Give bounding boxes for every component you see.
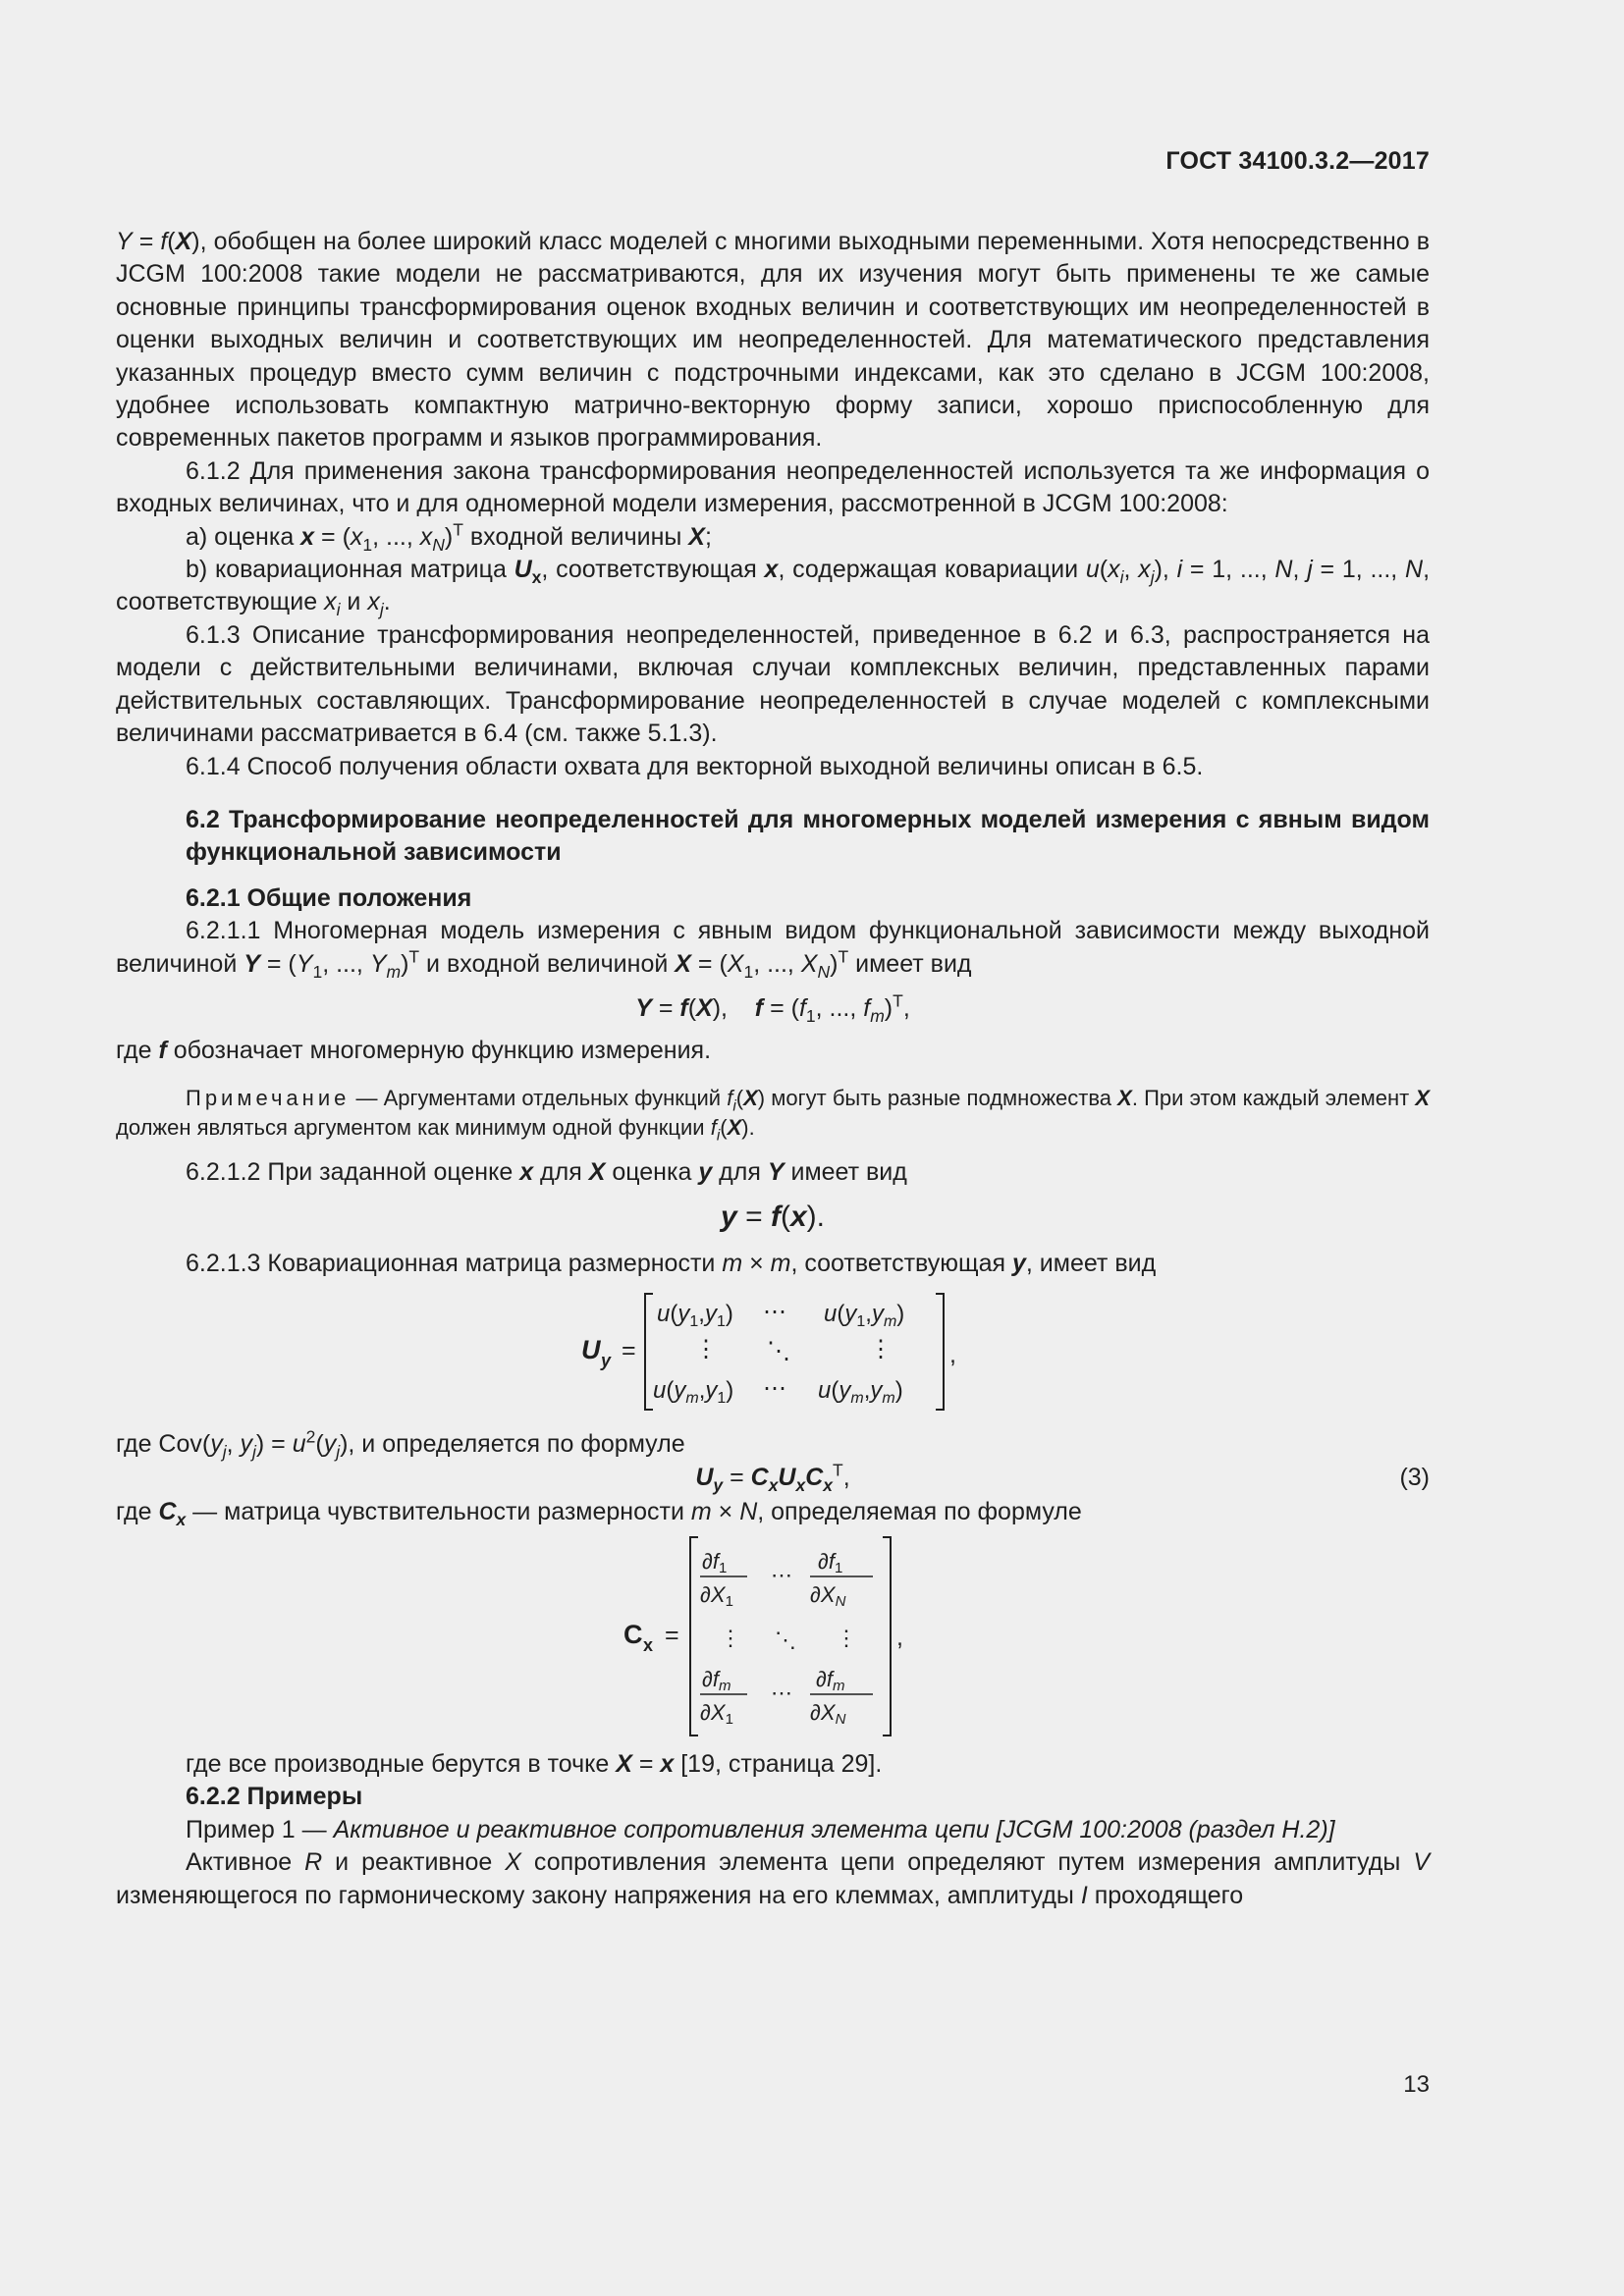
formula-model: Y = f(X), $f = (f_1$, ..., $f_m)^T$, <box>635 990 910 1026</box>
matrix-cx-block <box>116 1533 1430 1748</box>
matrix-cx-vdots-2: ⋮ <box>836 1625 857 1650</box>
formula-estimate: y = f(x). <box>721 1201 825 1234</box>
paragraph-6-1-2: 6.1.2 Для применения закона трансформирования неопределенностей используется та же информация о входных величинах, что и для одномерной модели измерения, рассмотренной в JCGM 100:2008: <box>116 456 1430 518</box>
matrix-cx-equals: = <box>665 1621 679 1649</box>
matrix-cx-dm1-den: ∂X1 <box>700 1699 733 1728</box>
paragraph-6-2-1-3: 6.2.1.3 Ковариационная матрица размерности m × m, соответствующая y, имеет вид <box>186 1249 1157 1277</box>
matrix-cx-d1n-den: ∂XN <box>810 1581 846 1610</box>
matrix-uy-vdots-2: ⋮ <box>869 1335 893 1362</box>
paragraph-covariance: где $Cov(y_j$, $y_j) = u^2(y_j)$, и определяется по формуле <box>116 1427 685 1463</box>
matrix-cx-trail: , <box>896 1623 903 1651</box>
matrix-uy-lhs-sub: y <box>601 1350 612 1370</box>
matrix-uy-block <box>116 1288 1430 1424</box>
paragraph-where-cx: где $C_x$ — матрица чувствительности размерности m × N, определяемая по формуле <box>116 1498 1082 1530</box>
matrix-uy-vdots-1: ⋮ <box>694 1335 718 1362</box>
sensitivity-matrix-cx <box>616 1533 930 1739</box>
document-header: ГОСТ 34100.3.2—2017 <box>1165 147 1430 175</box>
matrix-cx-ddots: ⋱ <box>775 1627 796 1652</box>
matrix-uy-cell-m-m: $u(y_m,y_m)$ <box>818 1376 903 1407</box>
matrix-cx-dm1-num: ∂fm <box>702 1666 731 1694</box>
matrix-uy-cell-1-1: $u(y_1,y_1)$ <box>657 1300 733 1330</box>
section-heading-6-2: 6.2 Трансформирование неопределенностей для многомерных моделей измерения с явным видом функциональной зависимости <box>186 805 1430 867</box>
matrix-uy-equals: = <box>622 1336 636 1364</box>
matrix-cx-d11-num: ∂f1 <box>702 1548 728 1576</box>
paragraph-where-f: где f обозначает многомерную функцию измерения. <box>116 1037 712 1065</box>
list-item-a: a) оценка $x = (x_1$, ..., $x_N)^T$ входной величины X; <box>186 519 712 555</box>
matrix-uy-right-bracket <box>936 1294 944 1410</box>
paragraph-6-1-3: 6.1.3 Описание трансформирования неопределенностей, приведенное в 6.2 и 6.3, распространяется на модели с действительными величинами, включая случаи комплексных величин, представленных парами действительных составляющих. Трансформирование неопределенностей в случае моделей с комплексными величинами рассматривается в 6.4 (см. также 5.1.3). <box>116 620 1430 748</box>
page-number: 13 <box>1403 2071 1430 2098</box>
list-item-b: b) ковариационная матрица $U_x$, соответствующая x, содержащая ковариации $u(x_i$, $x_j$), i = 1, ..., N, j = 1, ..., N, соответствующие $x_i$ и $x_j$. <box>116 556 1431 620</box>
paragraph-6-2-1-2: 6.2.1.2 При заданной оценке x для X оценка y для Y имеет вид <box>186 1157 907 1186</box>
paragraph-continuation: Y = f(X), обобщен на более широкий класс моделей с многими выходными переменными. Хотя непосредственно в JCGM 100:2008 такие модели не рассматриваются, для их изучения могут быть применены те же самые основные принципы трансформирования оценок входных величин и соответствующих им неопределенностей в оценки выходных величин и соответствующих им неопределенностей. Для математического представления указанных процедур вместо сумм величин с подстрочными индексами, как это сделано в JCGM 100:2008, удобнее использовать компактную матрично-векторную форму записи, хорошо приспособленную для современных пакетов программ и языков программирования. <box>116 228 1430 453</box>
matrix-cx-dmn-den: ∂XN <box>810 1699 846 1728</box>
matrix-cx-right-bracket <box>883 1537 891 1735</box>
matrix-uy-left-bracket <box>645 1294 653 1410</box>
matrix-cx-dmn-num: ∂fm <box>816 1666 845 1694</box>
matrix-uy-trail: , <box>949 1340 956 1368</box>
paragraph-6-2-1-1: 6.2.1.1 Многомерная модель измерения с явным видом функциональной зависимости между выходной величиной $Y = (Y_1$, ..., $Y_m)^T$ и входной величиной $X = (X_1$, ..., $X_N)^T$ имеет вид <box>116 917 1430 982</box>
equation-number: (3) <box>1399 1463 1430 1491</box>
paragraph-derivatives: где все производные берутся в точке X = x [19, страница 29]. <box>186 1750 883 1778</box>
covariance-matrix-uy <box>547 1288 999 1415</box>
paragraph-6-1-4: 6.1.4 Способ получения области охвата для векторной выходной величины описан в 6.5. <box>186 752 1204 780</box>
page-content <box>116 226 1430 1912</box>
formula-3 <box>116 1462 1430 1494</box>
matrix-cx-d1n-num: ∂f1 <box>818 1548 843 1576</box>
matrix-cx-d11-den: ∂X1 <box>700 1581 733 1610</box>
matrix-uy-cell-1-m: $u(y_1,y_m)$ <box>824 1300 905 1330</box>
matrix-cx-lhs-sub: x <box>643 1634 654 1655</box>
matrix-cx-hdots-1: ⋯ <box>771 1562 792 1587</box>
matrix-uy-cell-m-1: $u(y_m,y_1)$ <box>653 1376 734 1407</box>
matrix-uy-ddots: ⋱ <box>767 1337 790 1364</box>
subsection-heading-6-2-2: 6.2.2 Примеры <box>186 1783 363 1811</box>
matrix-uy-lhs: U <box>581 1334 601 1364</box>
example-1-title: Пример 1 — Активное и реактивное сопротивления элемента цепи [JCGM 100:2008 (раздел H.2)] <box>186 1815 1335 1843</box>
matrix-uy-hdots-1: ⋯ <box>763 1298 786 1325</box>
matrix-cx-lhs: C <box>623 1619 643 1649</box>
matrix-uy-hdots-2: ⋯ <box>763 1374 786 1402</box>
matrix-cx-hdots-2: ⋯ <box>771 1680 792 1705</box>
note: Примечание — Аргументами отдельных функций $f_i(X)$ могут быть разные подмножества X. При этом каждый элемент X должен являться аргументом как минимум одной функции $f_i(X)$. <box>116 1085 1431 1145</box>
matrix-cx-left-bracket <box>690 1537 698 1735</box>
matrix-cx-vdots-1: ⋮ <box>720 1625 741 1650</box>
paragraph-example-1: Активное R и реактивное X сопротивления элемента цепи определяют путем измерения амплитуды V изменяющегося по гармоническому закону напряжения на его клеммах, амплитуды I проходящего <box>116 1848 1430 1909</box>
formula-3-expression: $U_y = C_xU_xC_x^T$, <box>695 1460 850 1495</box>
subsection-heading-6-2-1: 6.2.1 Общие положения <box>186 883 472 912</box>
